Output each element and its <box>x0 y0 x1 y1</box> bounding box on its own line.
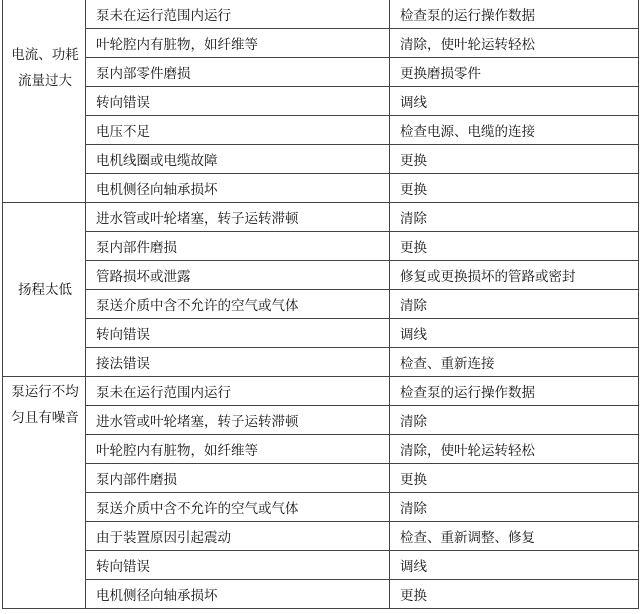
cause-cell: 泵未在运行范围内运行 <box>86 377 390 406</box>
table-row <box>3 87 639 116</box>
table-row <box>3 493 639 522</box>
table-row <box>3 290 639 319</box>
cause-cell: 叶轮腔内有脏物，如纤维等 <box>86 29 390 58</box>
table-row <box>3 435 639 464</box>
cause-cell: 叶轮腔内有脏物，如纤维等 <box>86 435 390 464</box>
remedy-cell: 更换 <box>390 145 639 174</box>
table-row <box>3 145 639 174</box>
cause-cell: 由于装置原因引起震动 <box>86 522 390 551</box>
table-row <box>3 116 639 145</box>
remedy-cell: 检查、重新调整、修复 <box>390 522 639 551</box>
remedy-cell: 清除 <box>390 290 639 319</box>
cause-cell: 泵送介质中含不允许的空气或气体 <box>86 290 390 319</box>
remedy-cell: 检查泵的运行操作数据 <box>390 377 639 406</box>
cause-cell: 电机侧径向轴承损坏 <box>86 580 390 609</box>
cause-cell: 转向错误 <box>86 551 390 580</box>
category-cell <box>3 0 86 203</box>
remedy-cell: 调线 <box>390 87 639 116</box>
table-row <box>3 348 639 377</box>
category-cell <box>3 377 86 609</box>
cause-cell: 泵送介质中含不允许的空气或气体 <box>86 493 390 522</box>
remedy-cell: 调线 <box>390 551 639 580</box>
category-label: 扬程太低 <box>18 281 72 298</box>
cause-cell: 泵内部件磨损 <box>86 232 390 261</box>
remedy-cell: 检查、重新连接 <box>390 348 639 377</box>
table-row <box>3 58 639 87</box>
remedy-cell: 清除，使叶轮运转轻松 <box>390 435 639 464</box>
remedy-cell: 清除 <box>390 203 639 232</box>
remedy-cell: 修复或更换损坏的管路或密封 <box>390 261 639 290</box>
remedy-cell: 更换 <box>390 232 639 261</box>
table-row <box>3 29 639 58</box>
category-label: 电流、功耗流量过大 <box>11 47 79 89</box>
table-row <box>3 261 639 290</box>
cause-cell: 电机侧径向轴承损坏 <box>86 174 390 203</box>
remedy-cell: 检查电源、电缆的连接 <box>390 116 639 145</box>
cause-cell: 进水管或叶轮堵塞，转子运转滞顿 <box>86 203 390 232</box>
troubleshooting-table <box>2 0 639 609</box>
table-row <box>3 0 639 29</box>
cause-cell: 管路损坏或泄露 <box>86 261 390 290</box>
table-row <box>3 522 639 551</box>
cause-cell: 泵内部件磨损 <box>86 464 390 493</box>
table-row <box>3 551 639 580</box>
remedy-cell: 调线 <box>390 319 639 348</box>
remedy-cell: 更换磨损零件 <box>390 58 639 87</box>
table-row <box>3 464 639 493</box>
table-row <box>3 377 639 406</box>
remedy-cell: 更换 <box>390 464 639 493</box>
cause-cell: 转向错误 <box>86 319 390 348</box>
table-row <box>3 406 639 435</box>
cause-cell: 泵内部零件磨损 <box>86 58 390 87</box>
table-row <box>3 203 639 232</box>
cause-cell: 电压不足 <box>86 116 390 145</box>
remedy-cell: 清除 <box>390 406 639 435</box>
cause-cell: 进水管或叶轮堵塞，转子运转滞顿 <box>86 406 390 435</box>
cause-cell: 转向错误 <box>86 87 390 116</box>
cause-cell: 电机线圈或电缆故障 <box>86 145 390 174</box>
remedy-cell: 清除 <box>390 493 639 522</box>
table-body <box>3 0 639 609</box>
remedy-cell: 更换 <box>390 174 639 203</box>
table-row <box>3 319 639 348</box>
table-row <box>3 174 639 203</box>
remedy-cell: 检查泵的运行操作数据 <box>390 0 639 29</box>
table-row <box>3 580 639 609</box>
cause-cell: 接法错误 <box>86 348 390 377</box>
remedy-cell: 清除，使叶轮运转轻松 <box>390 29 639 58</box>
cause-cell: 泵未在运行范围内运行 <box>86 0 390 29</box>
remedy-cell: 更换 <box>390 580 639 609</box>
table-row <box>3 232 639 261</box>
category-label: 泵运行不均匀且有噪音 <box>11 384 79 426</box>
category-cell <box>3 203 86 377</box>
